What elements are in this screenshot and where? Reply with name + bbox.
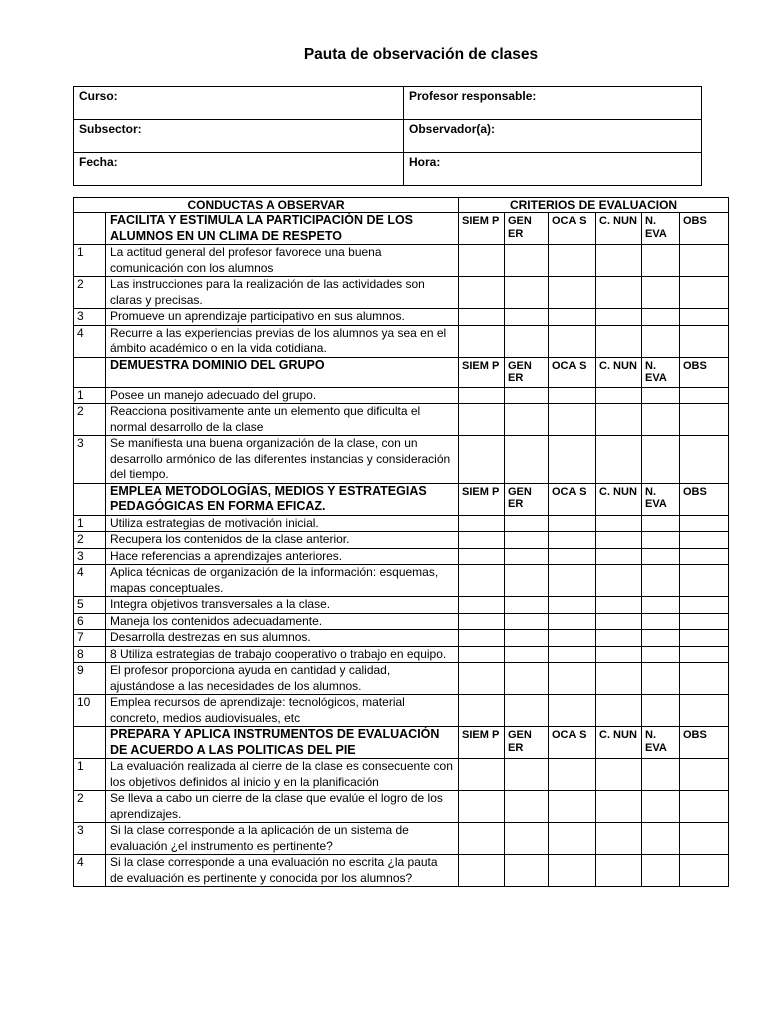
evaluation-cell[interactable] <box>642 325 680 357</box>
item-number: 10 <box>74 695 106 727</box>
evaluation-cell[interactable] <box>596 695 642 727</box>
section-title: FACILITA Y ESTIMULA LA PARTICIPACIÓN DE LOS ALUMNOS EN UN CLIMA DE RESPETO <box>106 213 459 245</box>
evaluation-cell[interactable] <box>642 309 680 326</box>
criteria-label: SIEM P <box>459 357 505 387</box>
table-row <box>74 791 729 823</box>
evaluation-cell[interactable] <box>642 515 680 532</box>
section-title: DEMUESTRA DOMINIO DEL GRUPO <box>106 357 459 387</box>
criterios-header: CRITERIOS DE EVALUACION <box>459 198 729 213</box>
table-row <box>74 436 729 484</box>
table-row <box>74 630 729 647</box>
evaluation-cell[interactable] <box>505 532 549 549</box>
evaluation-cell[interactable] <box>680 245 729 277</box>
item-text: Se manifiesta una buena organización de la clase, con un desarrollo armónico de las diferentes instancias y consideración del tiempo. <box>106 436 459 484</box>
evaluation-cell[interactable] <box>549 565 596 597</box>
criteria-label: GEN ER <box>505 483 549 515</box>
evaluation-cell[interactable] <box>549 515 596 532</box>
table-row <box>74 855 729 887</box>
evaluation-cell[interactable] <box>549 791 596 823</box>
item-text: Las instrucciones para la realización de las actividades son claras y precisas. <box>106 277 459 309</box>
evaluation-cell[interactable] <box>596 613 642 630</box>
section-title: EMPLEA METODOLOGÍAS, MEDIOS Y ESTRATEGIAS PEDAGÓGICAS EN FORMA EFICAZ. <box>106 483 459 515</box>
criteria-label: C. NUN <box>596 483 642 515</box>
criteria-label: GEN ER <box>505 213 549 245</box>
evaluation-cell[interactable] <box>549 695 596 727</box>
evaluation-cell[interactable] <box>549 663 596 695</box>
item-number: 4 <box>74 855 106 887</box>
evaluation-cell[interactable] <box>642 548 680 565</box>
item-text: Hace referencias a aprendizajes anteriores. <box>106 548 459 565</box>
evaluation-cell[interactable] <box>680 565 729 597</box>
criteria-label: C. NUN <box>596 357 642 387</box>
table-row <box>74 695 729 727</box>
evaluation-cell[interactable] <box>549 387 596 404</box>
table-row <box>74 646 729 663</box>
evaluation-cell[interactable] <box>642 404 680 436</box>
evaluation-cell[interactable] <box>505 695 549 727</box>
evaluation-cell[interactable] <box>459 759 505 791</box>
evaluation-cell[interactable] <box>642 646 680 663</box>
item-number: 7 <box>74 630 106 647</box>
table-row <box>74 387 729 404</box>
evaluation-cell[interactable] <box>505 515 549 532</box>
criteria-label: SIEM P <box>459 727 505 759</box>
criteria-label: GEN ER <box>505 727 549 759</box>
item-number: 3 <box>74 309 106 326</box>
criteria-label: OCA S <box>549 727 596 759</box>
evaluation-cell[interactable] <box>596 597 642 614</box>
evaluation-cell[interactable] <box>549 277 596 309</box>
evaluation-cell[interactable] <box>680 436 729 484</box>
evaluation-cell[interactable] <box>549 548 596 565</box>
table-row <box>74 565 729 597</box>
evaluation-cell[interactable] <box>459 597 505 614</box>
evaluation-cell[interactable] <box>505 613 549 630</box>
evaluation-cell[interactable] <box>596 325 642 357</box>
table-row <box>74 325 729 357</box>
evaluation-cell[interactable] <box>680 855 729 887</box>
hora-field[interactable]: Hora: <box>404 153 702 186</box>
table-row <box>74 663 729 695</box>
evaluation-cell[interactable] <box>680 597 729 614</box>
evaluation-cell[interactable] <box>642 387 680 404</box>
item-text: Promueve un aprendizaje participativo en sus alumnos. <box>106 309 459 326</box>
evaluation-cell[interactable] <box>642 565 680 597</box>
criteria-label: OBS <box>680 357 729 387</box>
evaluation-cell[interactable] <box>505 663 549 695</box>
evaluation-cell[interactable] <box>505 245 549 277</box>
section-number-cell <box>74 483 106 515</box>
item-text: Emplea recursos de aprendizaje: tecnológicos, material concreto, medios audiovisuales, etc <box>106 695 459 727</box>
item-text: Utiliza estrategias de motivación inicial. <box>106 515 459 532</box>
evaluation-cell[interactable] <box>596 309 642 326</box>
criteria-label: N. EVA <box>642 213 680 245</box>
evaluation-cell[interactable] <box>596 823 642 855</box>
item-number: 3 <box>74 548 106 565</box>
section-number-cell <box>74 727 106 759</box>
item-number: 2 <box>74 532 106 549</box>
evaluation-cell[interactable] <box>505 277 549 309</box>
item-text: 8 Utiliza estrategias de trabajo cooperativo o trabajo en equipo. <box>106 646 459 663</box>
evaluation-cell[interactable] <box>642 823 680 855</box>
evaluation-cell[interactable] <box>549 532 596 549</box>
evaluation-cell[interactable] <box>680 404 729 436</box>
criteria-label: OBS <box>680 213 729 245</box>
page-title: Pauta de observación de clases <box>303 46 539 63</box>
criteria-label: C. NUN <box>596 213 642 245</box>
criteria-label: N. EVA <box>642 483 680 515</box>
item-number: 2 <box>74 277 106 309</box>
evaluation-cell[interactable] <box>459 436 505 484</box>
evaluation-cell[interactable] <box>459 404 505 436</box>
evaluation-cell[interactable] <box>459 630 505 647</box>
evaluation-cell[interactable] <box>596 245 642 277</box>
observador-field[interactable]: Observador(a): <box>404 120 702 153</box>
evaluation-cell[interactable] <box>459 791 505 823</box>
evaluation-cell[interactable] <box>596 791 642 823</box>
item-number: 5 <box>74 597 106 614</box>
evaluation-cell[interactable] <box>596 663 642 695</box>
evaluation-cell[interactable] <box>642 277 680 309</box>
evaluation-cell[interactable] <box>680 695 729 727</box>
evaluation-cell[interactable] <box>459 387 505 404</box>
evaluation-cell[interactable] <box>642 759 680 791</box>
evaluation-cell[interactable] <box>549 613 596 630</box>
criteria-label: OBS <box>680 483 729 515</box>
evaluation-cell[interactable] <box>459 309 505 326</box>
evaluation-cell[interactable] <box>549 630 596 647</box>
evaluation-cell[interactable] <box>596 630 642 647</box>
evaluation-cell[interactable] <box>596 565 642 597</box>
evaluation-cell[interactable] <box>642 436 680 484</box>
item-number: 8 <box>74 646 106 663</box>
section-title: PREPARA Y APLICA INSTRUMENTOS DE EVALUACIÓN DE ACUERDO A LAS POLITICAS DEL PIE <box>106 727 459 759</box>
evaluation-cell[interactable] <box>596 515 642 532</box>
evaluation-cell[interactable] <box>549 823 596 855</box>
evaluation-cell[interactable] <box>680 646 729 663</box>
evaluation-cell[interactable] <box>642 245 680 277</box>
evaluation-cell[interactable] <box>549 309 596 326</box>
evaluation-cell[interactable] <box>549 855 596 887</box>
evaluation-cell[interactable] <box>680 309 729 326</box>
item-number: 4 <box>74 325 106 357</box>
item-number: 1 <box>74 515 106 532</box>
item-text: Se lleva a cabo un cierre de la clase que evalúe el logro de los aprendizajes. <box>106 791 459 823</box>
table-row <box>74 597 729 614</box>
evaluation-cell[interactable] <box>459 663 505 695</box>
item-number: 1 <box>74 245 106 277</box>
evaluation-cell[interactable] <box>680 663 729 695</box>
profesor-field[interactable]: Profesor responsable: <box>404 87 702 120</box>
section-row <box>74 357 729 387</box>
criteria-label: GEN ER <box>505 357 549 387</box>
section-number-cell <box>74 357 106 387</box>
table-row <box>74 245 729 277</box>
table-row <box>74 613 729 630</box>
evaluation-cell[interactable] <box>680 791 729 823</box>
table-row <box>74 548 729 565</box>
evaluation-cell[interactable] <box>505 309 549 326</box>
evaluation-cell[interactable] <box>505 548 549 565</box>
evaluation-cell[interactable] <box>596 855 642 887</box>
evaluation-cell[interactable] <box>596 404 642 436</box>
curso-field[interactable]: Curso: <box>74 87 404 120</box>
evaluation-cell[interactable] <box>642 532 680 549</box>
evaluation-cell[interactable] <box>549 646 596 663</box>
conductas-header: CONDUCTAS A OBSERVAR <box>74 198 459 213</box>
evaluation-cell[interactable] <box>459 277 505 309</box>
evaluation-cell[interactable] <box>459 325 505 357</box>
evaluation-cell[interactable] <box>680 325 729 357</box>
evaluation-cell[interactable] <box>549 245 596 277</box>
evaluation-cell[interactable] <box>505 759 549 791</box>
evaluation-cell[interactable] <box>505 325 549 357</box>
evaluation-cell[interactable] <box>596 436 642 484</box>
item-text: El profesor proporciona ayuda en cantidad y calidad, ajustándose a las necesidades de los alumnos. <box>106 663 459 695</box>
evaluation-cell[interactable] <box>596 548 642 565</box>
evaluation-cell[interactable] <box>596 277 642 309</box>
item-text: Aplica técnicas de organización de la información: esquemas, mapas conceptuales. <box>106 565 459 597</box>
criteria-label: OCA S <box>549 483 596 515</box>
evaluation-cell[interactable] <box>549 404 596 436</box>
item-text: Desarrolla destrezas en sus alumnos. <box>106 630 459 647</box>
item-number: 1 <box>74 387 106 404</box>
evaluation-cell[interactable] <box>459 532 505 549</box>
evaluation-cell[interactable] <box>549 597 596 614</box>
item-text: Si la clase corresponde a la aplicación de un sistema de evaluación ¿el instrumento es pertinente? <box>106 823 459 855</box>
item-number: 2 <box>74 791 106 823</box>
item-text: Recupera los contenidos de la clase anterior. <box>106 532 459 549</box>
item-number: 2 <box>74 404 106 436</box>
evaluation-cell[interactable] <box>459 515 505 532</box>
item-text: La evaluación realizada al cierre de la clase es consecuente con los objetivos definidos al inicio y en la planificación <box>106 759 459 791</box>
criteria-label: OCA S <box>549 213 596 245</box>
info-table <box>73 86 702 186</box>
item-text: Integra objetivos transversales a la clase. <box>106 597 459 614</box>
evaluation-cell[interactable] <box>596 759 642 791</box>
evaluation-cell[interactable] <box>505 565 549 597</box>
table-row <box>74 823 729 855</box>
evaluation-cell[interactable] <box>505 646 549 663</box>
evaluation-cell[interactable] <box>596 532 642 549</box>
section-row <box>74 213 729 245</box>
criteria-label: OBS <box>680 727 729 759</box>
subsector-field[interactable]: Subsector: <box>74 120 404 153</box>
evaluation-cell[interactable] <box>505 436 549 484</box>
evaluation-cell[interactable] <box>642 597 680 614</box>
evaluation-cell[interactable] <box>680 515 729 532</box>
table-row <box>74 404 729 436</box>
evaluation-cell[interactable] <box>642 791 680 823</box>
item-number: 3 <box>74 436 106 484</box>
evaluation-cell[interactable] <box>459 823 505 855</box>
evaluation-cell[interactable] <box>596 387 642 404</box>
table-row <box>74 309 729 326</box>
evaluation-cell[interactable] <box>459 245 505 277</box>
item-text: Reacciona positivamente ante un elemento que dificulta el normal desarrollo de la clase <box>106 404 459 436</box>
section-row <box>74 727 729 759</box>
item-number: 3 <box>74 823 106 855</box>
table-row <box>74 532 729 549</box>
evaluation-cell[interactable] <box>505 404 549 436</box>
evaluation-cell[interactable] <box>549 759 596 791</box>
evaluation-cell[interactable] <box>680 613 729 630</box>
evaluation-cell[interactable] <box>459 695 505 727</box>
evaluation-cell[interactable] <box>680 277 729 309</box>
evaluation-cell[interactable] <box>680 630 729 647</box>
evaluation-cell[interactable] <box>642 630 680 647</box>
evaluation-cell[interactable] <box>642 663 680 695</box>
item-text: Si la clase corresponde a una evaluación no escrita ¿la pauta de evaluación es pertinente y conocida por los alumnos? <box>106 855 459 887</box>
evaluation-cell[interactable] <box>642 695 680 727</box>
section-number-cell <box>74 213 106 245</box>
table-row <box>74 759 729 791</box>
criteria-label: N. EVA <box>642 727 680 759</box>
evaluation-cell[interactable] <box>596 646 642 663</box>
evaluation-cell[interactable] <box>680 548 729 565</box>
item-number: 9 <box>74 663 106 695</box>
item-number: 6 <box>74 613 106 630</box>
evaluation-cell[interactable] <box>505 791 549 823</box>
evaluation-cell[interactable] <box>505 823 549 855</box>
evaluation-cell[interactable] <box>680 759 729 791</box>
evaluation-cell[interactable] <box>680 387 729 404</box>
observation-table <box>73 197 729 887</box>
section-row <box>74 483 729 515</box>
evaluation-cell[interactable] <box>680 823 729 855</box>
evaluation-cell[interactable] <box>505 387 549 404</box>
evaluation-cell[interactable] <box>549 325 596 357</box>
evaluation-cell[interactable] <box>459 548 505 565</box>
criteria-label: C. NUN <box>596 727 642 759</box>
criteria-label: SIEM P <box>459 213 505 245</box>
evaluation-cell[interactable] <box>642 855 680 887</box>
evaluation-cell[interactable] <box>459 646 505 663</box>
table-row <box>74 277 729 309</box>
evaluation-cell[interactable] <box>549 436 596 484</box>
item-text: Recurre a las experiencias previas de los alumnos ya sea en el ámbito académico o en la vida cotidiana. <box>106 325 459 357</box>
evaluation-cell[interactable] <box>459 565 505 597</box>
item-number: 1 <box>74 759 106 791</box>
criteria-label: SIEM P <box>459 483 505 515</box>
evaluation-cell[interactable] <box>505 855 549 887</box>
evaluation-cell[interactable] <box>642 613 680 630</box>
evaluation-cell[interactable] <box>680 532 729 549</box>
evaluation-cell[interactable] <box>459 855 505 887</box>
evaluation-cell[interactable] <box>459 613 505 630</box>
table-row <box>74 515 729 532</box>
item-text: Posee un manejo adecuado del grupo. <box>106 387 459 404</box>
fecha-field[interactable]: Fecha: <box>74 153 404 186</box>
evaluation-cell[interactable] <box>505 630 549 647</box>
evaluation-cell[interactable] <box>505 597 549 614</box>
criteria-label: N. EVA <box>642 357 680 387</box>
item-text: La actitud general del profesor favorece una buena comunicación con los alumnos <box>106 245 459 277</box>
criteria-label: OCA S <box>549 357 596 387</box>
item-text: Maneja los contenidos adecuadamente. <box>106 613 459 630</box>
item-number: 4 <box>74 565 106 597</box>
